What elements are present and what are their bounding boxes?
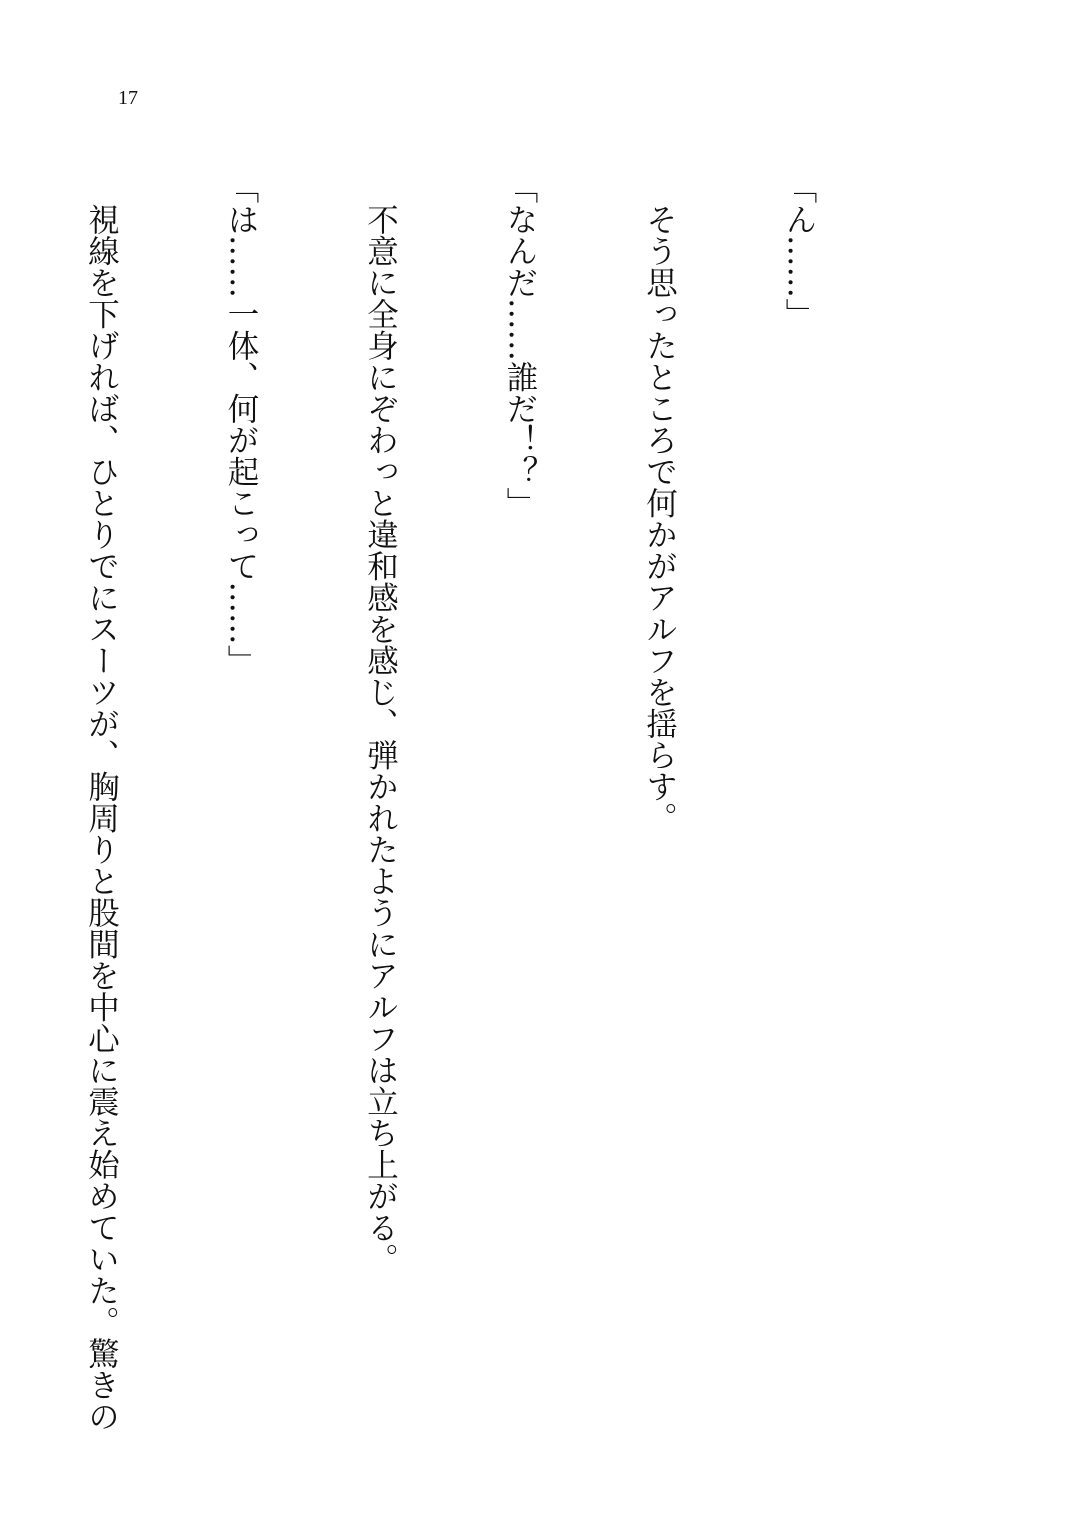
text-line-1: 「ん……」 [781, 172, 817, 330]
page-number: 17 [118, 87, 138, 109]
text-line-3: 「なんだ……誰だ！？」 [502, 172, 538, 519]
text-line-2: そう思ったところで何かがアルフを揺らす。 [641, 172, 678, 834]
text-line-6: 視線を下げれば、ひとりでにスーツが、胸周りと股間を中心に震え始めていた。驚きの [83, 172, 120, 1432]
text-line-4: 不意に全身にぞわっと違和感を感じ、弾かれたようにアルフは立ち上がる。 [362, 172, 399, 1275]
vertical-text-body [0, 172, 915, 1432]
text-line-5: 「は……一体、何が起こって……」 [223, 172, 259, 676]
